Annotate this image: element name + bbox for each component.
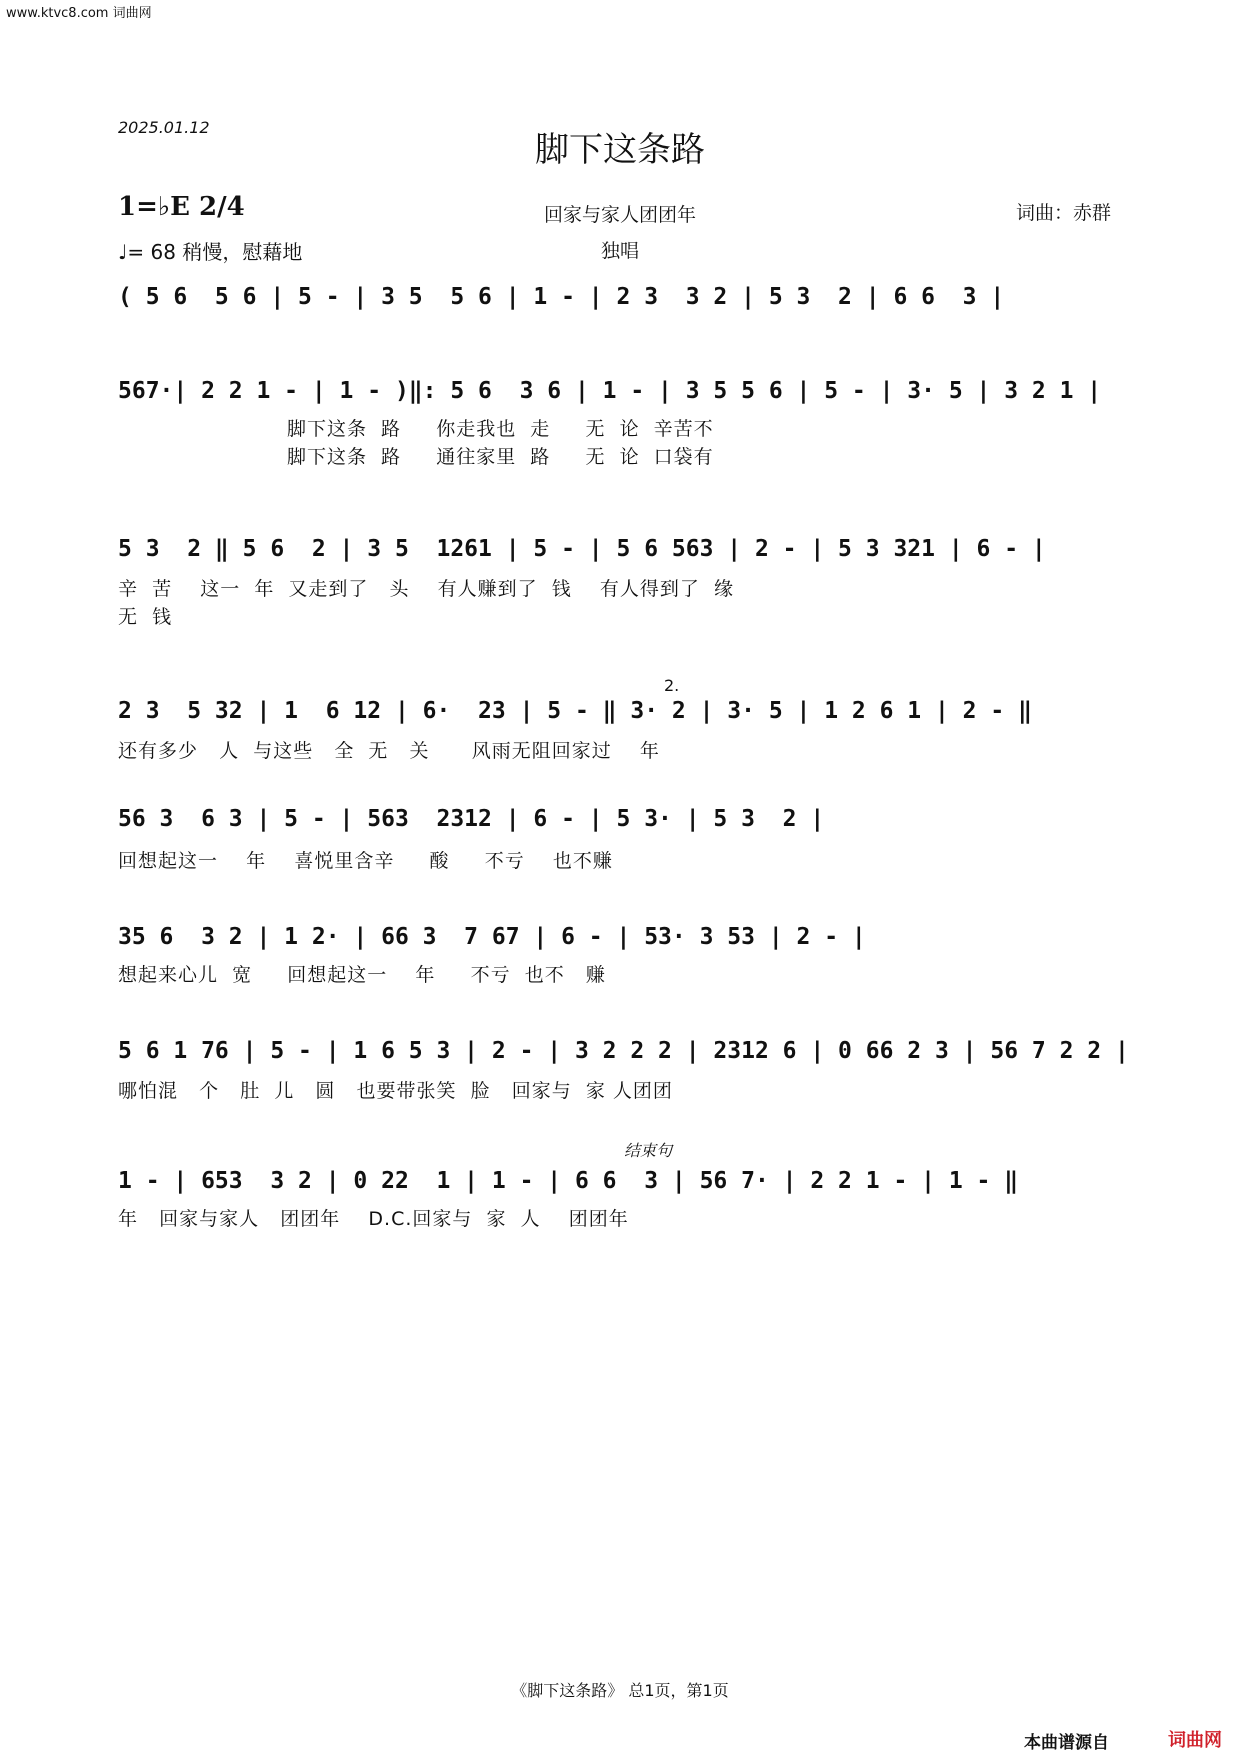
lyric-line-2-verse-2: 脚下这条 路 通往家里 路 无 论 口袋有	[118, 446, 714, 468]
lyric-line-8: 年 回家与家人 团团年 D.C.回家与 家 人 团团年	[118, 1208, 629, 1230]
lyric-line-6: 想起来心儿 宽 回想起这一 年 不亏 也不 赚	[118, 964, 606, 986]
subtitle: 回家与家人团团年	[543, 204, 696, 226]
date: 2025.01.12	[118, 118, 210, 137]
lyric-line-5: 回想起这一 年 喜悦里含辛 酸 不亏 也不赚	[118, 850, 613, 872]
lyric-line-2-verse-1: 脚下这条 路 你走我也 走 无 论 辛苦不	[118, 418, 714, 440]
score-line-3: 5 3 2 ‖ 5 6 2 | 3 5 1261 | 5 - | 5 6 563 | 2 - | 5 3 321 | 6 - |	[118, 536, 1046, 562]
lyric-line-3-verse-2: 无 钱	[118, 606, 173, 628]
page-footer: 《脚下这条路》 总1页，第1页	[511, 1681, 729, 1700]
score-line-5: 56 3 6 3 | 5 - | 563 2312 | 6 - | 5 3· | 5 3 2 |	[118, 806, 825, 832]
volta-label: 2.	[664, 676, 680, 695]
score-line-1: ( 5 6 5 6 | 5 - | 3 5 5 6 | 1 - | 2 3 3 2 | 5 3 2 | 6 6 3 |	[118, 284, 1005, 310]
lyric-line-3-verse-1: 辛 苦 这一 年 又走到了 头 有人赚到了 钱 有人得到了 缘	[118, 578, 734, 600]
source-note: 本曲谱源自	[1024, 1733, 1109, 1753]
coda-label: 结束句	[624, 1141, 673, 1160]
site-watermark: www.ktvc8.com 词曲网	[6, 6, 152, 21]
score-line-8: 1 - | 653 3 2 | 0 22 1 | 1 - | 6 6 3 | 56 7· | 2 2 1 - | 1 - ‖	[118, 1168, 1019, 1194]
score-line-6: 35 6 3 2 | 1 2· | 66 3 7 67 | 6 - | 53· 3 53 | 2 - |	[118, 924, 866, 950]
site-logo: 词曲网	[1168, 1730, 1222, 1751]
lyric-line-7: 哪怕混 个 肚 儿 圆 也要带张笑 脸 回家与 家 人团团	[118, 1080, 673, 1102]
score-line-2: 567·| 2 2 1 - | 1 - )‖: 5 6 3 6 | 1 - | 3 5 5 6 | 5 - | 3· 5 | 3 2 1 |	[118, 378, 1102, 404]
score-line-7: 5 6 1 76 | 5 - | 1 6 5 3 | 2 - | 3 2 2 2 | 2312 6 | 0 66 2 3 | 56 7 2 2 |	[118, 1038, 1129, 1064]
page-title: 脚下这条路	[535, 130, 705, 170]
score-line-4: 2 3 5 32 | 1 6 12 | 6· 23 | 5 - ‖ 3· 2 | 3· 5 | 1 2 6 1 | 2 - ‖	[118, 698, 1032, 724]
tempo-marking: ♩= 68 稍慢，慰藉地	[118, 240, 303, 264]
key-signature: 1=♭E 2/4	[118, 192, 245, 222]
lyric-line-4: 还有多少 人 与这些 全 无 关 风雨无阻回家过 年	[118, 740, 660, 762]
credits: 词曲：赤群	[1016, 202, 1112, 224]
performer: 独唱	[600, 240, 639, 262]
